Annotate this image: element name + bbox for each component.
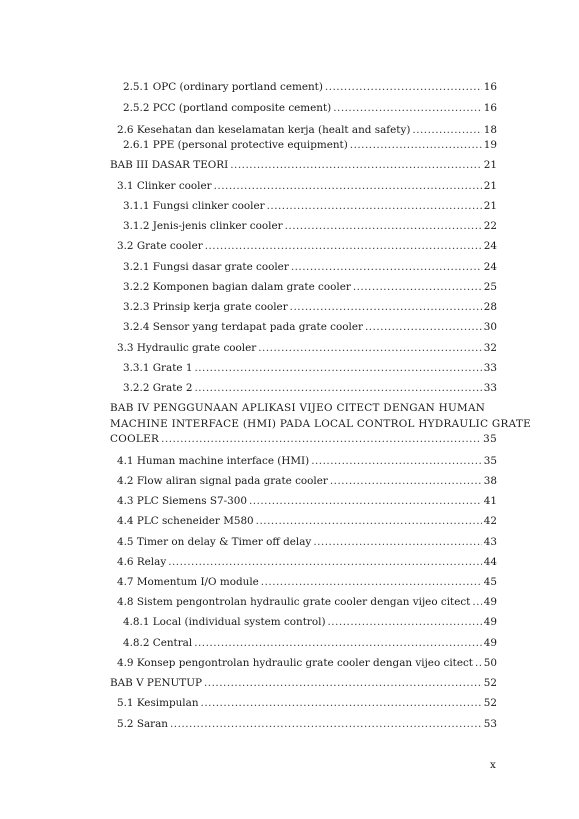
toc-page-number: 38	[483, 475, 497, 487]
toc-leader-dots	[170, 717, 482, 731]
toc-entry	[110, 656, 497, 670]
toc-page-number: 22	[483, 220, 497, 232]
toc-page-number: 28	[483, 301, 497, 313]
toc-leader-dots	[161, 432, 481, 448]
toc-entry-title: 4.8 Sistem pengontrolan hydraulic grate cooler dengan vijeo citect	[117, 596, 471, 608]
toc-entry-title: 3.2.4 Sensor yang terdapat pada grate cooler	[123, 321, 363, 333]
toc-entry	[110, 381, 497, 395]
toc-leader-dots	[472, 595, 481, 609]
toc-page-number: 21	[483, 159, 497, 171]
toc-entry-title: 4.8.2 Central	[123, 637, 193, 649]
toc-entry	[110, 280, 497, 294]
toc-leader-dots	[214, 179, 482, 193]
toc-leader-dots	[230, 158, 482, 172]
toc-entry	[110, 219, 497, 233]
toc-page-number: 41	[483, 495, 497, 507]
toc-leader-dots	[204, 676, 482, 690]
toc-leader-dots	[412, 123, 481, 137]
toc-entry-title: 2.5.1 OPC (ordinary portland cement)	[123, 81, 323, 93]
toc-entry-title: 2.6 Kesehatan dan keselamatan kerja (healt and safety)	[117, 124, 411, 136]
toc-page-number: 35	[483, 455, 497, 467]
toc-entry-bab-iv-line-3: COOLER	[110, 433, 160, 445]
toc-leader-dots	[285, 219, 482, 233]
toc-entry	[110, 199, 497, 213]
toc-leader-dots	[333, 101, 482, 115]
toc-leader-dots	[168, 555, 482, 569]
toc-page-number: 49	[483, 596, 497, 608]
toc-page-number: 16	[483, 81, 497, 93]
toc-entry-title: 3.3 Hydraulic grate cooler	[117, 342, 257, 354]
toc-entry-title: 4.5 Timer on delay & Timer off delay	[117, 536, 312, 548]
toc-leader-dots	[205, 239, 482, 253]
toc-page-number: 49	[483, 616, 497, 628]
toc-entry	[110, 636, 497, 650]
toc-page-number: 33	[483, 382, 497, 394]
toc-entry	[110, 615, 497, 629]
toc-page-number: 52	[483, 677, 497, 689]
toc-entry-title: 3.1.1 Fungsi clinker cooler	[123, 200, 265, 212]
toc-entry-title: 3.2 Grate cooler	[117, 240, 203, 252]
toc-entry-title: 4.7 Momentum I/O module	[117, 576, 259, 588]
toc-entry-title: 2.6.1 PPE (personal protective equipment)	[123, 139, 348, 151]
toc-page-number: 16	[483, 102, 497, 114]
toc-leader-dots	[194, 636, 482, 650]
toc-page-number: 45	[483, 576, 497, 588]
toc-entry	[110, 555, 497, 569]
toc-page-number: 18	[483, 124, 497, 136]
toc-leader-dots	[291, 260, 482, 274]
toc-entry	[110, 123, 497, 137]
toc-page-number: 49	[483, 637, 497, 649]
toc-entry-title: 3.2.2 Grate 2	[123, 382, 193, 394]
toc-leader-dots	[353, 280, 482, 294]
toc-leader-dots	[328, 615, 482, 629]
toc-entry-title: BAB III DASAR TEORI	[110, 159, 229, 171]
toc-entry	[110, 361, 497, 375]
toc-entry-title: 3.1.2 Jenis-jenis clinker cooler	[123, 220, 283, 232]
toc-entry	[110, 696, 497, 710]
toc-entry	[110, 138, 497, 152]
toc-entry	[110, 341, 497, 355]
toc-entry-title: 3.2.1 Fungsi dasar grate cooler	[123, 261, 289, 273]
toc-page-number: 21	[483, 200, 497, 212]
toc-leader-dots	[249, 494, 482, 508]
toc-entry	[110, 575, 497, 589]
toc-entry	[110, 514, 497, 528]
toc-page-number: 33	[483, 362, 497, 374]
toc-leader-dots	[325, 80, 482, 94]
toc-entry-title: 5.1 Kesimpulan	[117, 697, 199, 709]
toc-entry-title: 3.3.1 Grate 1	[123, 362, 193, 374]
toc-entry-title: 4.6 Relay	[117, 556, 167, 568]
toc-entry	[110, 535, 497, 549]
toc-entry-title: BAB V PENUTUP	[110, 677, 202, 689]
toc-entry	[110, 158, 497, 172]
toc-leader-dots	[201, 696, 482, 710]
toc-entry-title: 3.2.2 Komponen bagian dalam grate cooler	[123, 281, 351, 293]
toc-entry-title: 4.8.1 Local (individual system control)	[123, 616, 326, 628]
toc-entry-title: 2.5.2 PCC (portland composite cement)	[123, 102, 332, 114]
toc-entry	[110, 320, 497, 334]
toc-page-number: 21	[483, 180, 497, 192]
toc-entry-bab-iv	[110, 401, 531, 448]
toc-entry-title: 4.1 Human machine interface (HMI)	[117, 455, 310, 467]
toc-leader-dots	[267, 199, 482, 213]
toc-leader-dots	[350, 138, 482, 152]
toc-leader-dots	[194, 361, 481, 375]
toc-entry-title: 3.2.3 Prinsip kerja grate cooler	[123, 301, 288, 313]
toc-leader-dots	[256, 514, 482, 528]
toc-entry	[110, 239, 497, 253]
toc-entry-title: 3.1 Clinker cooler	[117, 180, 212, 192]
toc-leader-dots	[311, 454, 482, 468]
toc-entry	[110, 676, 497, 690]
toc-page-number: 24	[483, 240, 497, 252]
toc-entry	[110, 474, 497, 488]
toc-entry	[110, 595, 497, 609]
toc-leader-dots	[261, 575, 482, 589]
toc-entry	[110, 80, 497, 94]
toc-entry-title: 4.9 Konsep pengontrolan hydraulic grate cooler dengan vijeo citect	[117, 657, 473, 669]
toc-entry	[110, 101, 497, 115]
toc-page-number: 35	[483, 433, 497, 445]
toc-page-number: 43	[483, 536, 497, 548]
page-number: x	[490, 759, 496, 771]
toc-entry	[110, 454, 497, 468]
toc-page-number: 32	[483, 342, 497, 354]
toc-page-number: 30	[483, 321, 497, 333]
toc-page-number: 53	[483, 718, 497, 730]
toc-page-number: 24	[483, 261, 497, 273]
toc-page-number: 44	[483, 556, 497, 568]
toc-leader-dots	[194, 381, 481, 395]
toc-entry	[110, 179, 497, 193]
toc-leader-dots	[330, 474, 482, 488]
toc-page-number: 42	[483, 515, 497, 527]
toc-entry	[110, 494, 497, 508]
toc-page-number: 52	[483, 697, 497, 709]
toc-leader-dots	[258, 341, 482, 355]
toc-page-number: 50	[483, 657, 497, 669]
toc-entry-title: 4.3 PLC Siemens S7-300	[117, 495, 247, 507]
toc-entry-bab-iv-line-1: BAB IV PENGGUNAAN APLIKASI VIJEO CITECT DENGAN HUMAN	[110, 402, 486, 414]
toc-entry-title: 5.2 Saran	[117, 718, 168, 730]
toc-leader-dots	[365, 320, 482, 334]
toc-page-number: 19	[483, 139, 497, 151]
toc-entry	[110, 260, 497, 274]
toc-entry-bab-iv-line-2: MACHINE INTERFACE (HMI) PADA LOCAL CONTROL HYDRAULIC GRATE	[110, 417, 531, 430]
toc-leader-dots	[475, 656, 482, 670]
toc-entry-title: 4.4 PLC scheneider M580	[117, 515, 254, 527]
toc-entry-title: 4.2 Flow aliran signal pada grate cooler	[117, 475, 328, 487]
toc-entry	[110, 717, 497, 731]
toc-page-number: 25	[483, 281, 497, 293]
toc-leader-dots	[313, 535, 481, 549]
toc-entry	[110, 300, 497, 314]
toc-leader-dots	[290, 300, 482, 314]
